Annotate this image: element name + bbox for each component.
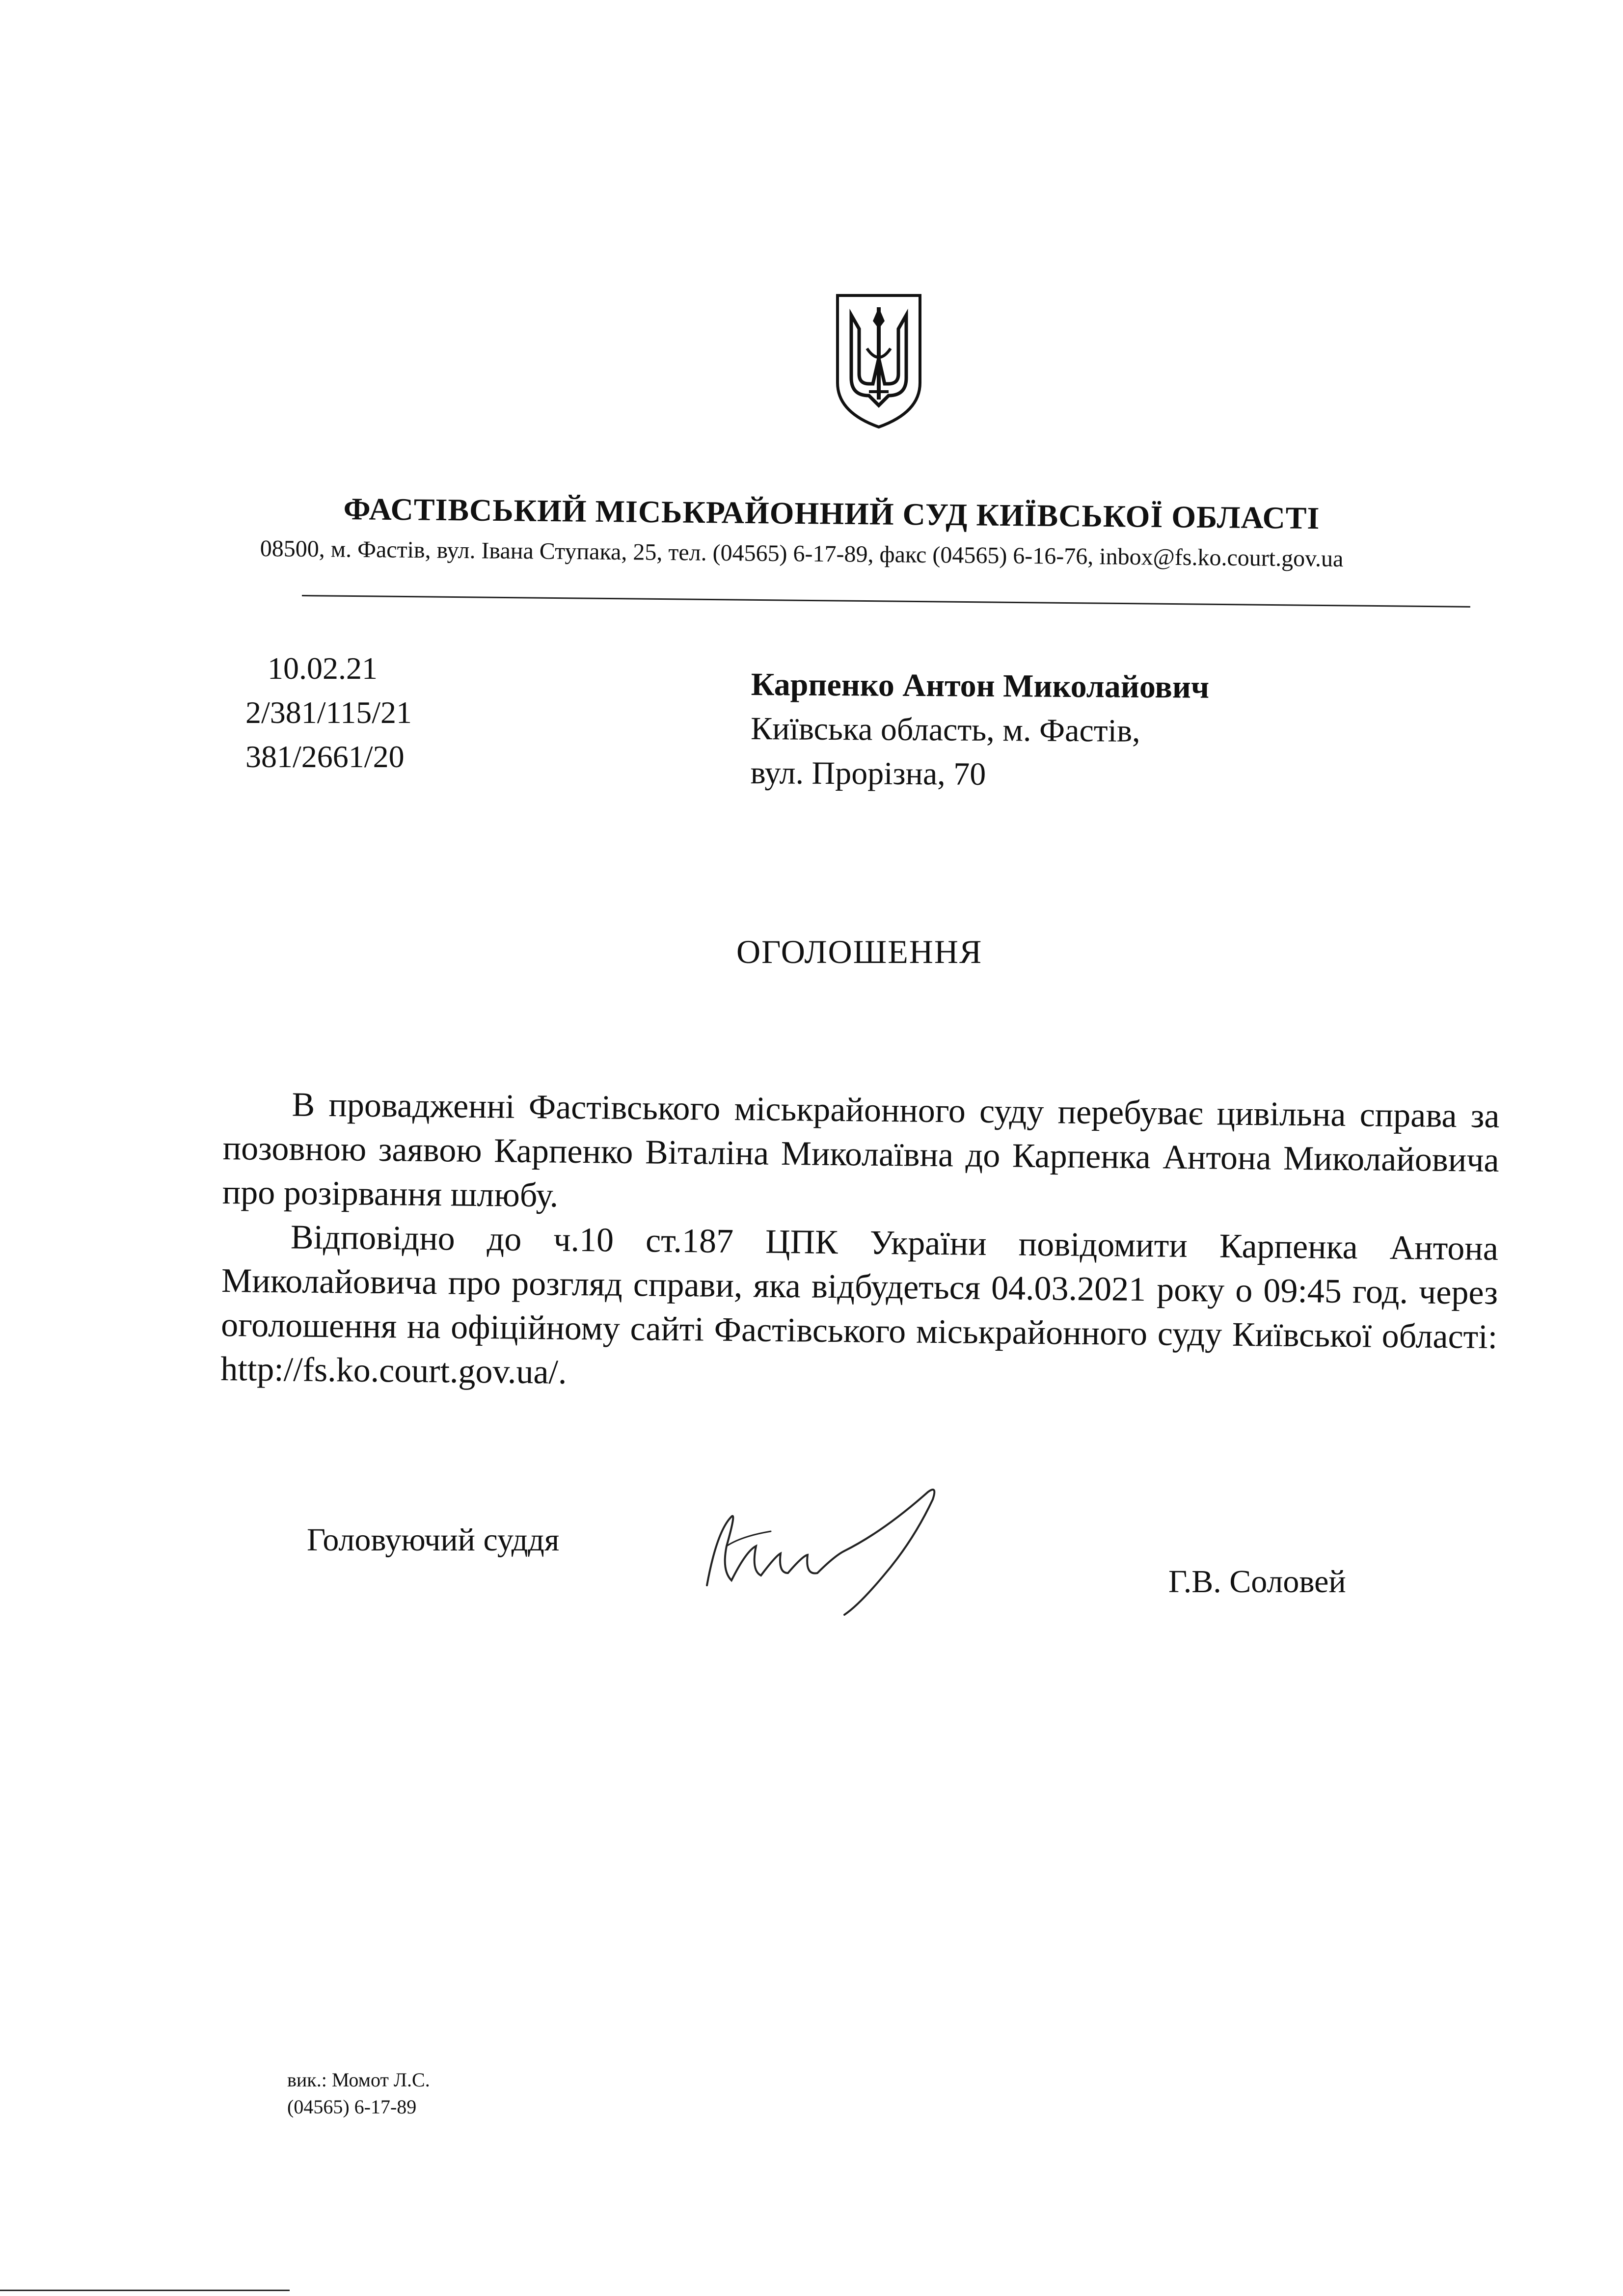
recipient-address-line-1: Київська область, м. Фастів, (750, 710, 1140, 749)
notice-paragraph-1: В провадженні Фастівського міськрайонного суду перебуває цивільна справа за позовною заявою Карпенко Віталіна Миколаївна до Карпенка Антона Миколайовича про розірвання шлюбу. (222, 1086, 1500, 1215)
executor-phone: (04565) 6-17-89 (287, 2096, 417, 2118)
court-address: 08500, м. Фастів, вул. Івана Ступака, 25, тел. (04565) 6-17-89, факс (04565) 6-16-76, inbox@fs.ko.court.gov.ua (260, 535, 1344, 572)
handwritten-signature (697, 1472, 952, 1620)
court-name: ФАСТІВСЬКИЙ МІСЬКРАЙОННИЙ СУД КИЇВСЬКОЇ ОБЛАСТІ (343, 491, 1320, 536)
executor-block (287, 2066, 430, 2120)
judge-title: Головуючий суддя (307, 1522, 560, 1558)
header-divider (302, 595, 1470, 608)
recipient-block (750, 663, 1209, 798)
judge-name: Г.В. Соловей (1168, 1564, 1346, 1600)
notice-title: ОГОЛОШЕННЯ (736, 933, 983, 970)
notice-paragraph-2: Відповідно до ч.10 ст.187 ЦПК України повідомити Карпенка Антона Миколайовича про розгляд справи, яка відбудеться 04.03.2021 року о 09:45 год. через оголошення на офіційному сайті Фастівського міськрайонного суду Київської області: http://fs.ko.court.gov.ua/. (220, 1218, 1499, 1391)
reference-date: 10.02.21 (268, 651, 378, 686)
executor-name: вик.: Момот Л.С. (287, 2069, 430, 2091)
footer-divider (0, 2290, 290, 2291)
reference-number-1: 2/381/115/21 (245, 695, 412, 730)
recipient-address-line-2: вул. Прорізна, 70 (750, 754, 986, 792)
trident-coat-of-arms-icon (830, 290, 928, 432)
notice-body (220, 1082, 1500, 1404)
recipient-name: Карпенко Антон Миколайович (751, 666, 1210, 705)
reference-number-2: 381/2661/20 (245, 739, 405, 774)
